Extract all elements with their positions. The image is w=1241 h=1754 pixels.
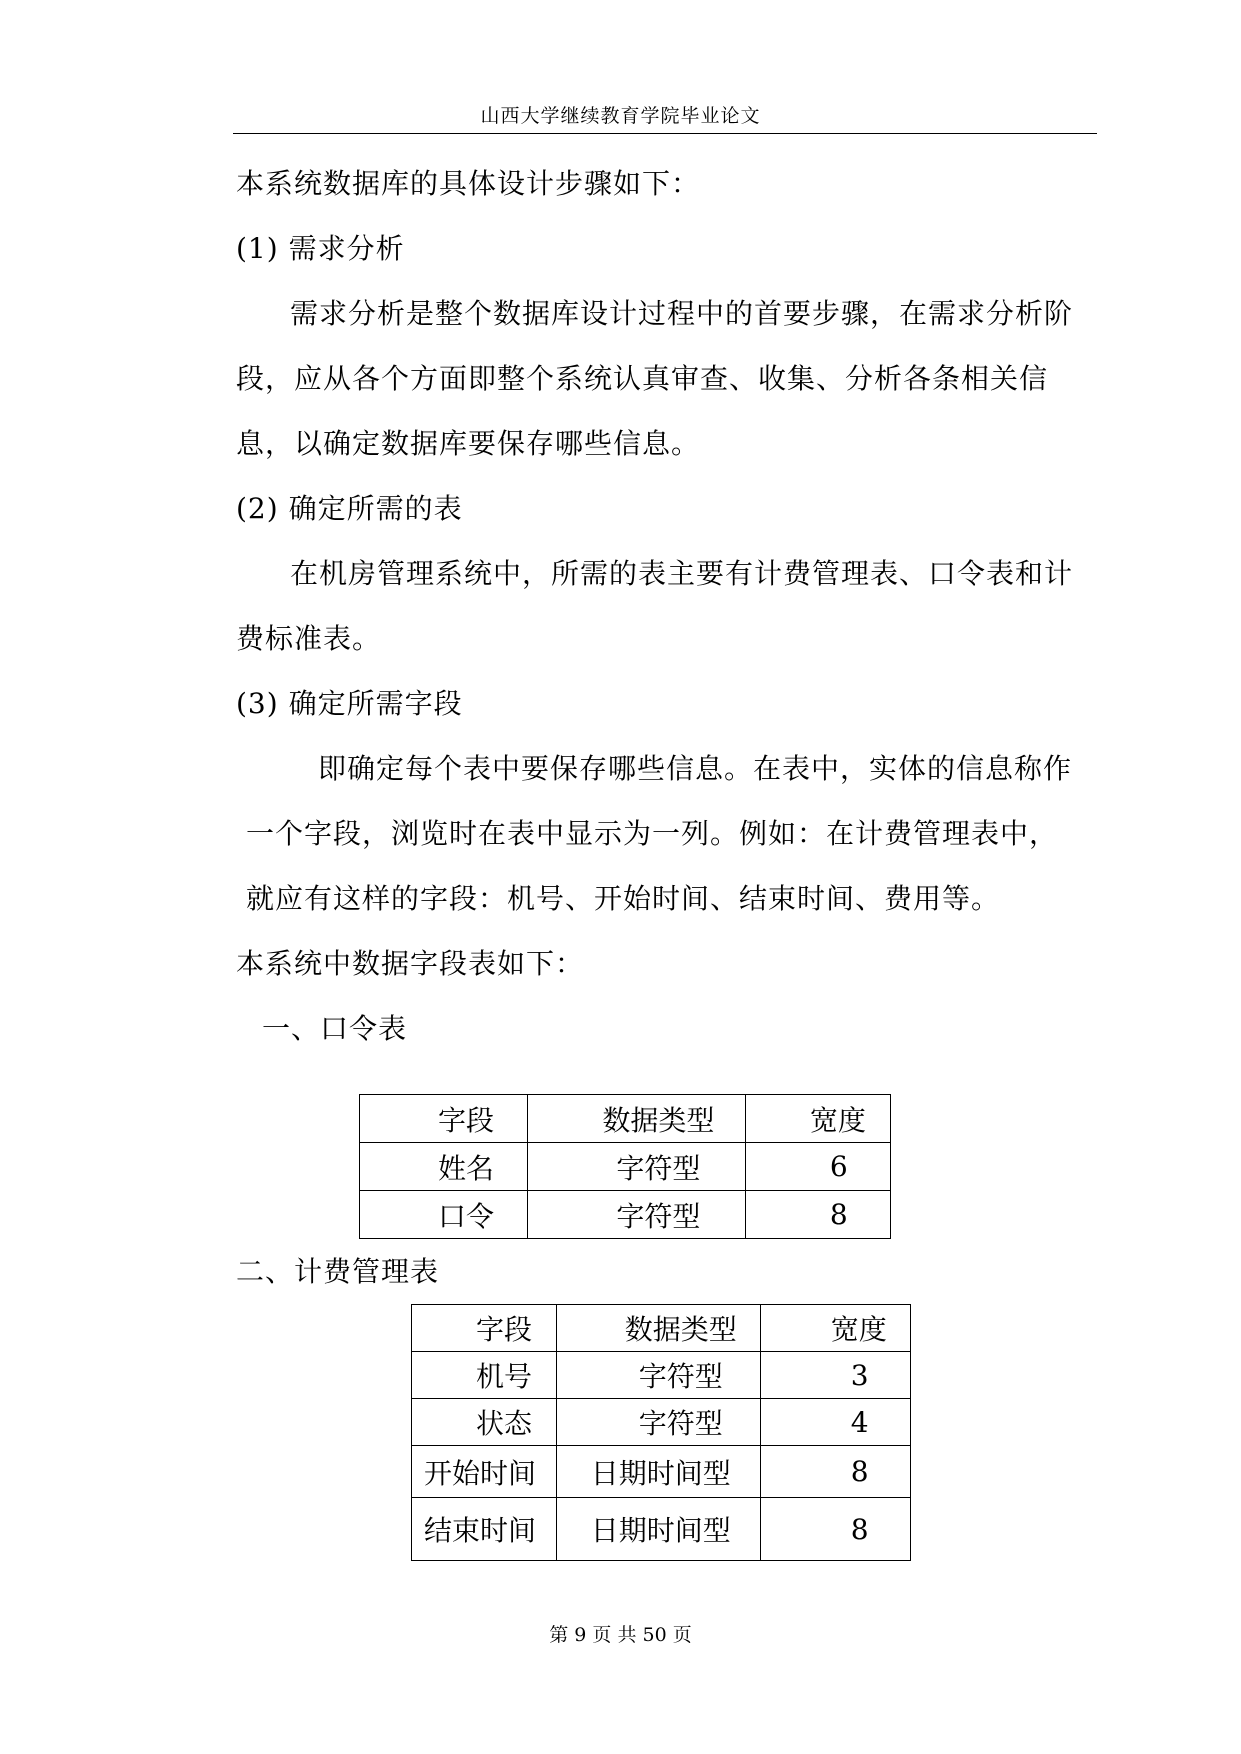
- table-header-cell: 数据类型: [556, 1305, 760, 1352]
- section3-line2: 一个字段，浏览时在表中显示为一列。例如：在计费管理表中，: [246, 817, 1059, 850]
- table-row: [412, 1352, 911, 1399]
- table-row: [412, 1498, 911, 1561]
- table-cell: 日期时间型: [556, 1446, 760, 1498]
- table-cell: 口令: [360, 1191, 528, 1239]
- table-header-cell: 字段: [360, 1095, 528, 1143]
- table-cell: 字符型: [556, 1352, 760, 1399]
- section2-line1: 在机房管理系统中，所需的表主要有计费管理表、口令表和计: [290, 557, 1074, 590]
- table-cell: 日期时间型: [556, 1498, 760, 1561]
- password-table: [359, 1094, 891, 1239]
- table2-caption: 二、计费管理表: [236, 1255, 440, 1288]
- section3-line3: 就应有这样的字段：机号、开始时间、结束时间、费用等。: [246, 882, 1001, 915]
- billing-table: [411, 1304, 911, 1561]
- table-row: [412, 1399, 911, 1446]
- table-header-cell: 宽度: [760, 1305, 910, 1352]
- table-header-cell: 宽度: [745, 1095, 890, 1143]
- table-cell: 字符型: [556, 1399, 760, 1446]
- section1-line1: 需求分析是整个数据库设计过程中的首要步骤，在需求分析阶: [290, 297, 1074, 330]
- table-row: [412, 1446, 911, 1498]
- table-cell: 8: [745, 1191, 890, 1239]
- page-header-title: 山西大学继续教育学院毕业论文: [480, 105, 761, 127]
- table-cell: 4: [760, 1399, 910, 1446]
- table-header-row: [360, 1095, 891, 1143]
- field-table-intro: 本系统中数据字段表如下：: [236, 947, 585, 980]
- section3-heading: (3) 确定所需字段: [236, 687, 463, 720]
- table-cell: 姓名: [360, 1143, 528, 1191]
- table-cell: 机号: [412, 1352, 557, 1399]
- table-header-cell: 字段: [412, 1305, 557, 1352]
- page-number: 第 9 页 共 50 页: [549, 1624, 692, 1646]
- table-cell: 结束时间: [412, 1498, 557, 1561]
- section1-line3: 息，以确定数据库要保存哪些信息。: [236, 427, 701, 460]
- table-cell: 3: [760, 1352, 910, 1399]
- section1-heading: (1) 需求分析: [236, 232, 405, 265]
- table-cell: 状态: [412, 1399, 557, 1446]
- section2-heading: (2) 确定所需的表: [236, 492, 463, 525]
- table-cell: 字符型: [528, 1191, 745, 1239]
- intro-text: 本系统数据库的具体设计步骤如下：: [236, 167, 701, 200]
- table-header-cell: 数据类型: [528, 1095, 745, 1143]
- section3-line1: 即确定每个表中要保存哪些信息。在表中，实体的信息称作: [318, 752, 1073, 785]
- table1-caption: 一、口令表: [262, 1012, 408, 1045]
- section1-line2: 段，应从各个方面即整个系统认真审查、收集、分析各条相关信: [236, 362, 1049, 395]
- table-row: [360, 1191, 891, 1239]
- table-cell: 6: [745, 1143, 890, 1191]
- table-cell: 开始时间: [412, 1446, 557, 1498]
- header-divider: [233, 133, 1097, 134]
- table-cell: 8: [760, 1446, 910, 1498]
- table-header-row: [412, 1305, 911, 1352]
- table-row: [360, 1143, 891, 1191]
- table-cell: 字符型: [528, 1143, 745, 1191]
- table-cell: 8: [760, 1498, 910, 1561]
- section2-line2: 费标准表。: [236, 622, 382, 655]
